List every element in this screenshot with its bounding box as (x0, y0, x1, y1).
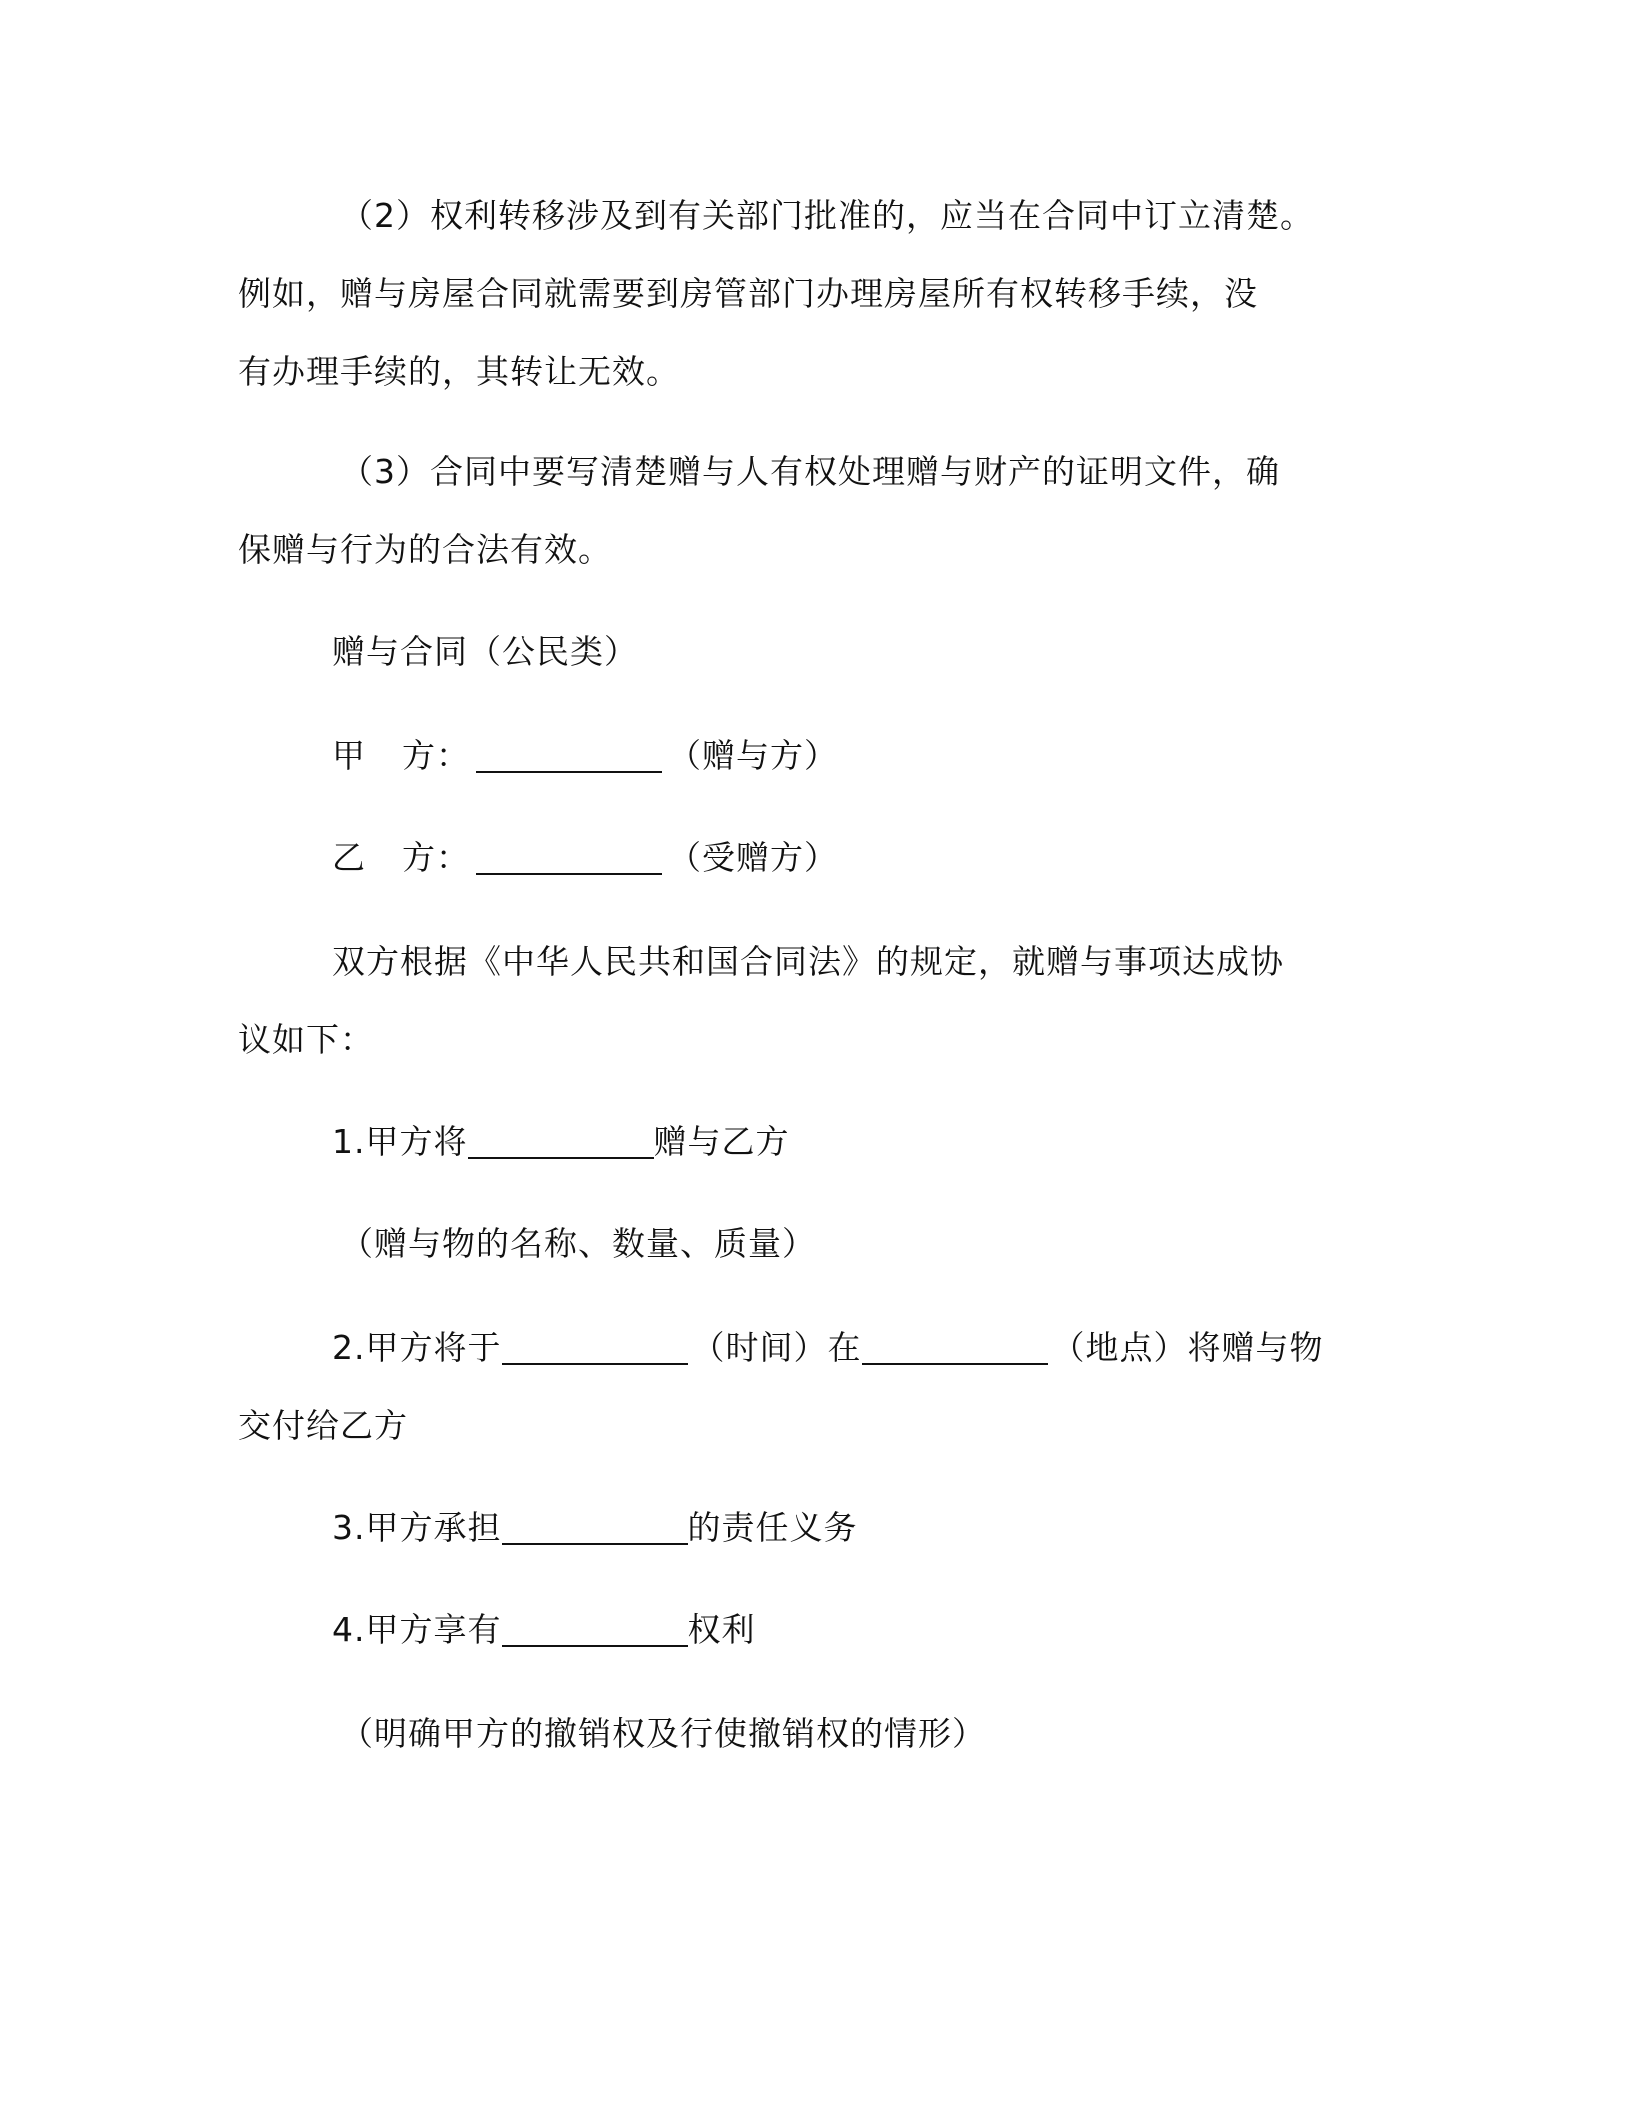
contract-title: 赠与合同（公民类） (332, 632, 638, 671)
party-b-blank (476, 837, 662, 875)
party-a-label: 甲 (332, 736, 366, 775)
party-a-line (332, 734, 838, 778)
item-4-suffix: 权利 (687, 1610, 756, 1649)
paragraph-2-line-3: 有办理手续的，其转让无效。 (238, 352, 680, 391)
item-1-note: （赠与物的名称、数量、质量） (340, 1224, 816, 1263)
item-3-line (332, 1506, 858, 1550)
paragraph-3-line-2: 保赠与行为的合法有效。 (238, 530, 612, 569)
party-b-label: 乙 (332, 838, 366, 877)
item-2-place-blank (862, 1327, 1048, 1365)
item-2-suffix: （地点）将赠与物 (1051, 1328, 1324, 1367)
item-2-prefix: 2.甲方将于 (332, 1328, 502, 1367)
party-b-role: （受赠方） (668, 838, 838, 877)
item-3-prefix: 3.甲方承担 (332, 1508, 502, 1547)
party-b-colon: 方： (402, 838, 470, 877)
item-1-blank (468, 1121, 654, 1159)
party-a-colon: 方： (402, 736, 470, 775)
paragraph-2-line-1: （2）权利转移涉及到有关部门批准的，应当在合同中订立清楚。 (340, 196, 1314, 235)
paragraph-3-line-1: （3）合同中要写清楚赠与人有权处理赠与财产的证明文件，确 (340, 452, 1280, 491)
item-4-note: （明确甲方的撤销权及行使撤销权的情形） (340, 1714, 986, 1753)
item-2-middle: （时间）在 (691, 1328, 862, 1367)
item-1-prefix: 1.甲方将 (332, 1122, 468, 1161)
party-a-blank (476, 735, 662, 773)
item-2-line-1 (332, 1326, 1324, 1370)
party-a-role: （赠与方） (668, 736, 838, 775)
item-4-prefix: 4.甲方享有 (332, 1610, 502, 1649)
preamble-line-2: 议如下： (238, 1020, 374, 1059)
preamble-line-1: 双方根据《中华人民共和国合同法》的规定，就赠与事项达成协 (332, 942, 1284, 981)
paragraph-2-line-2: 例如，赠与房屋合同就需要到房管部门办理房屋所有权转移手续，没 (238, 274, 1258, 313)
item-1-suffix: 赠与乙方 (653, 1122, 790, 1161)
item-4-blank (502, 1609, 688, 1647)
item-4-line (332, 1608, 756, 1652)
item-2-time-blank (502, 1327, 688, 1365)
item-3-suffix: 的责任义务 (687, 1508, 858, 1547)
item-3-blank (502, 1507, 688, 1545)
item-2-line-2: 交付给乙方 (238, 1406, 408, 1445)
item-1-line (332, 1120, 790, 1164)
party-b-line (332, 836, 838, 880)
